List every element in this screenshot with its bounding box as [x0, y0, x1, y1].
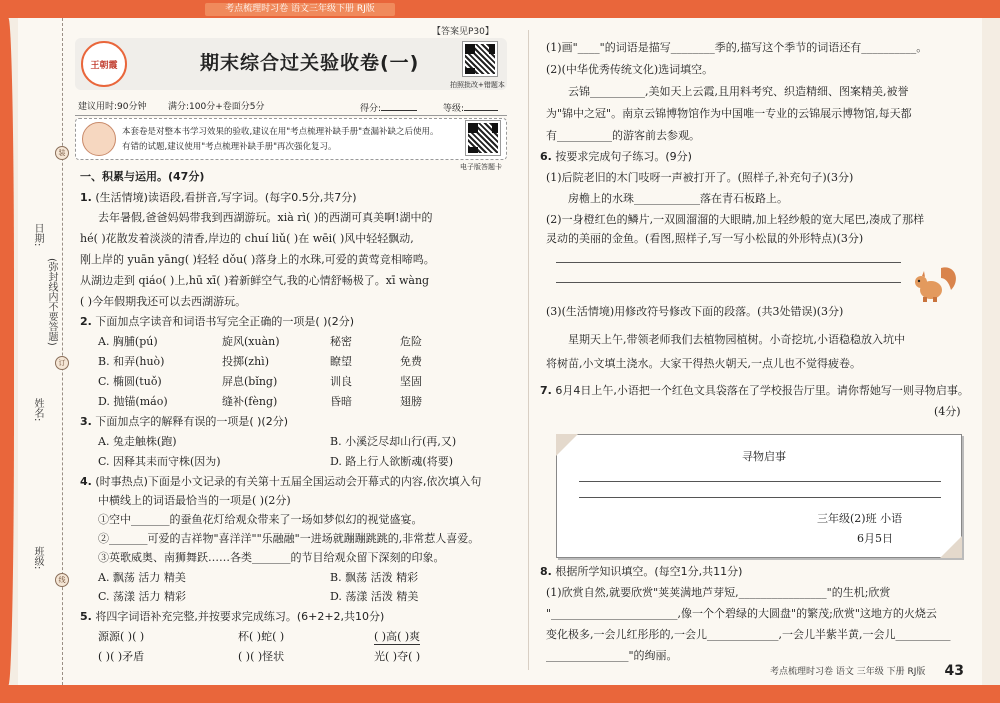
r2-text: 为"锦中之冠"。南京云锦博物馆作为中国唯一专业的云锦展示博物馆,每天都 [546, 107, 912, 120]
q5-idiom: 光( )夺( ) [374, 650, 421, 663]
qr-code-icon[interactable] [466, 121, 500, 155]
logo-text: 王朝霞 [90, 61, 118, 71]
q2-option-b: B. 和弄(huò) [98, 355, 165, 368]
q6-2: (2)一身橙红色的鳞片,一双圆溜溜的大眼睛,加上轻纱般的宽大尾巴,凑成了那样 [546, 213, 925, 226]
q2-option-c: C. 椭圆(tuǒ) [98, 375, 162, 388]
q5-idiom: 杯( )蛇( ) [238, 630, 285, 643]
q2-option-a: 秘密 [330, 335, 352, 348]
answer-line[interactable] [556, 262, 901, 263]
q4-heading: 4. (时事热点)下面是小文记录的有关第十五届全国运动会开幕式的内容,依次填入句 [80, 475, 482, 488]
q4-line: ③英歌威奥、南狮舞跃……各类_______的节目给观众留下深刻的印象。 [98, 551, 445, 564]
time-info: 建议用时:90分钟 [78, 102, 147, 112]
score-label: 得分: [360, 100, 417, 117]
binding-dot: 订 [55, 356, 69, 370]
q5-idiom: 源源( )( ) [98, 630, 145, 643]
q6-2b: 灵动的美丽的金鱼。(看图,照样子,写一写小松鼠的外形特点)(3分) [546, 232, 864, 245]
q2-option-d: 昏暗 [330, 395, 352, 408]
q8-text: 变化极多,一会儿红彤彤的,一会儿_____________,一会儿半紫半黄,一会儿__________ [546, 628, 951, 641]
q1-text: hé( )花散发着淡淡的清香,岸边的 chuí liǔ( )在 wēi( )风中轻轻飘动, [80, 232, 414, 245]
separator [75, 115, 507, 116]
q2-option-b: 投掷(zhì) [222, 355, 269, 368]
r2-text: 有__________的游客前去参观。 [546, 129, 700, 142]
title-box [75, 38, 507, 90]
lost-notice-card [556, 434, 962, 558]
q2-option-c: 坚固 [400, 375, 422, 388]
notice-line[interactable] [579, 481, 941, 482]
seal-note: (弥封线内不要答题) [46, 258, 57, 346]
section-heading: 一、积累与运用。(47分) [80, 170, 205, 183]
q2-option-b: 瞭望 [330, 355, 352, 368]
q1-text: 从湖边走到 qiáo( )上,hū xī( )着新鲜空气,我的心情舒畅极了。xī wàng [80, 274, 430, 287]
r2-text: 云锦__________,美如天上云霞,且用料考究、织造精细、图案精美,被誉 [568, 85, 909, 98]
q3-heading: 3. 下面加点字的解释有误的一项是( )(2分) [80, 415, 289, 428]
q8-text: "_______________________,像一个个碧绿的大圆盘"的繁茂;欣赏"这地方的火烧云 [546, 607, 937, 620]
q4-heading-2: 中横线上的词语最恰当的一项是( )(2分) [98, 494, 291, 507]
q6-3: (3)(生活情境)用修改符号修改下面的段落。(共3处错误)(3分) [546, 305, 844, 318]
note-line: 本套卷是对整本书学习效果的验收,建议在用"考点梳理补缺手册"查漏补缺之后使用。 [122, 127, 439, 137]
notice-date: 6月5日 [857, 532, 893, 545]
card-fold [940, 536, 962, 558]
q4-option: A. 飘荡 活力 精美 [98, 571, 186, 584]
qr-caption-2: 电子版答题卡 [460, 163, 502, 171]
q7-score: (4分) [934, 405, 961, 418]
q8-text: _______________"的绚丽。 [546, 649, 678, 662]
q3-option: A. 兔走触株(跑) [98, 435, 177, 448]
q2-option-b: 免费 [400, 355, 422, 368]
brand-logo [81, 41, 127, 87]
r2-heading: (2)(中华优秀传统文化)选词填空。 [546, 63, 714, 76]
q2-option-c: 屏息(bǐng) [222, 375, 278, 388]
answer-reference: 【答案见P30】 [432, 27, 494, 37]
q1-heading: 1. (生活情境)读语段,看拼音,写字词。(每字0.5分,共7分) [80, 191, 357, 204]
q3-option: C. 因释其耒而守株(因为) [98, 455, 221, 468]
q4-option: C. 荡漾 活力 精彩 [98, 590, 187, 603]
q3-option: D. 路上行人欲断魂(将要) [330, 455, 454, 468]
q4-line: ②_______可爱的吉祥物"喜洋洋""乐融融"一进场就蹦蹦跳跳的,非常惹人喜爱。 [98, 532, 480, 545]
q6-1b: 房檐上的水珠____________落在青石板路上。 [568, 192, 788, 205]
footer-text: 考点梳理时习卷 语文 三年级 下册 RJ版 [770, 667, 926, 677]
girl-avatar-icon [82, 122, 116, 156]
q1-text: 刚上岸的 yuān yāng( )轻轻 dǒu( )落身上的水珠,可爱的黄莺竞相啼鸣。 [80, 253, 435, 266]
column-divider [528, 30, 529, 670]
binding-dot: 装 [55, 146, 69, 160]
top-banner [0, 0, 1000, 18]
q2-option-d: 翅膀 [400, 395, 422, 408]
q2-option-a: 旋风(xuàn) [222, 335, 280, 348]
qr-code-icon[interactable] [463, 42, 497, 76]
q1-text: ( )今年假期我还可以去西湖游玩。 [80, 295, 247, 308]
r1-text: (1)画"____"的词语是描写________季的,描写这个季节的词语还有__________。 [546, 41, 928, 54]
q7-heading: 7. 6月4日上午,小语把一个红色文具袋落在了学校报告厅里。请你帮她写一则寻物启事。 [540, 384, 969, 397]
note-line: 有错的试题,建议使用"考点梳理补缺手册"再次强化复习。 [122, 142, 337, 152]
q3-option: B. 小溪泛尽却山行(再,又) [330, 435, 457, 448]
q2-option-d: 缝补(fèng) [222, 395, 278, 408]
q2-option-c: 训良 [330, 375, 352, 388]
binding-strip [18, 18, 70, 685]
q5-idiom: ( )( )怪状 [238, 650, 285, 663]
score-info: 满分:100分+卷面分5分 [168, 102, 265, 112]
q2-option-d: D. 抛锚(máo) [98, 395, 168, 408]
left-decor [0, 18, 14, 685]
q5-idiom: ( )( )矛盾 [98, 650, 145, 663]
q2-option-a: A. 胸脯(pú) [98, 335, 158, 348]
bottom-banner [0, 685, 1000, 703]
note-box [75, 118, 507, 160]
squirrel-icon [905, 262, 961, 304]
q1-text: 去年暑假,爸爸妈妈带我到西湖游玩。xià rì( )的西湖可真美啊!湖中的 [98, 211, 433, 224]
header-band: 考点梳理时习卷 语文三年级下册 RJ版 [205, 3, 395, 16]
q2-heading: 2. 下面加点字读音和词语书写完全正确的一项是( )(2分) [80, 315, 355, 328]
q4-option: B. 飘荡 活泼 精彩 [330, 571, 419, 584]
level-label: 等级: [443, 100, 498, 117]
q6-3-text: 将树苗,小文填土浇水。大家干得热火朝天,一点儿也不觉得疲卷。 [546, 357, 861, 370]
q8-heading: 8. 根据所学知识填空。(每空1分,共11分) [540, 565, 743, 578]
binding-dot: 线 [55, 573, 69, 587]
q8-text: (1)欣赏自然,就要欣赏"荚荚满地芦芽短,________________"的生机;欣赏 [546, 586, 891, 599]
page-title: 期末综合过关验收卷(一) [200, 52, 420, 74]
class-label: 班级: [32, 546, 43, 570]
q5-idiom: ( )高( )爽 [374, 630, 421, 643]
q4-line: ①空中_______的蚕鱼花灯给观众带来了一场如梦似幻的视觉盛宴。 [98, 513, 423, 526]
q4-option: D. 荡漾 活泼 精美 [330, 590, 419, 603]
notice-title: 寻物启事 [742, 450, 786, 463]
q6-heading: 6. 按要求完成句子练习。(9分) [540, 150, 692, 163]
page-number: 43 [944, 663, 964, 679]
q5-heading: 5. 将四字词语补充完整,并按要求完成练习。(6+2+2,共10分) [80, 610, 385, 623]
q6-1: (1)后院老旧的木门吱呀一声被打开了。(照样子,补充句子)(3分) [546, 171, 854, 184]
card-fold [556, 434, 578, 456]
date-label: 日期: [32, 223, 43, 247]
answer-line[interactable] [556, 282, 901, 283]
notice-line[interactable] [579, 497, 941, 498]
notice-signature: 三年级(2)班 小语 [817, 512, 903, 525]
q6-3-text: 星期天上午,带领老师我们去植物园植树。小奇挖坑,小语稳稳放入坑中 [568, 333, 905, 346]
q2-option-a: 危险 [400, 335, 422, 348]
qr-caption: 拍照批改+错题本 [450, 81, 505, 89]
name-label: 姓名: [32, 398, 43, 422]
